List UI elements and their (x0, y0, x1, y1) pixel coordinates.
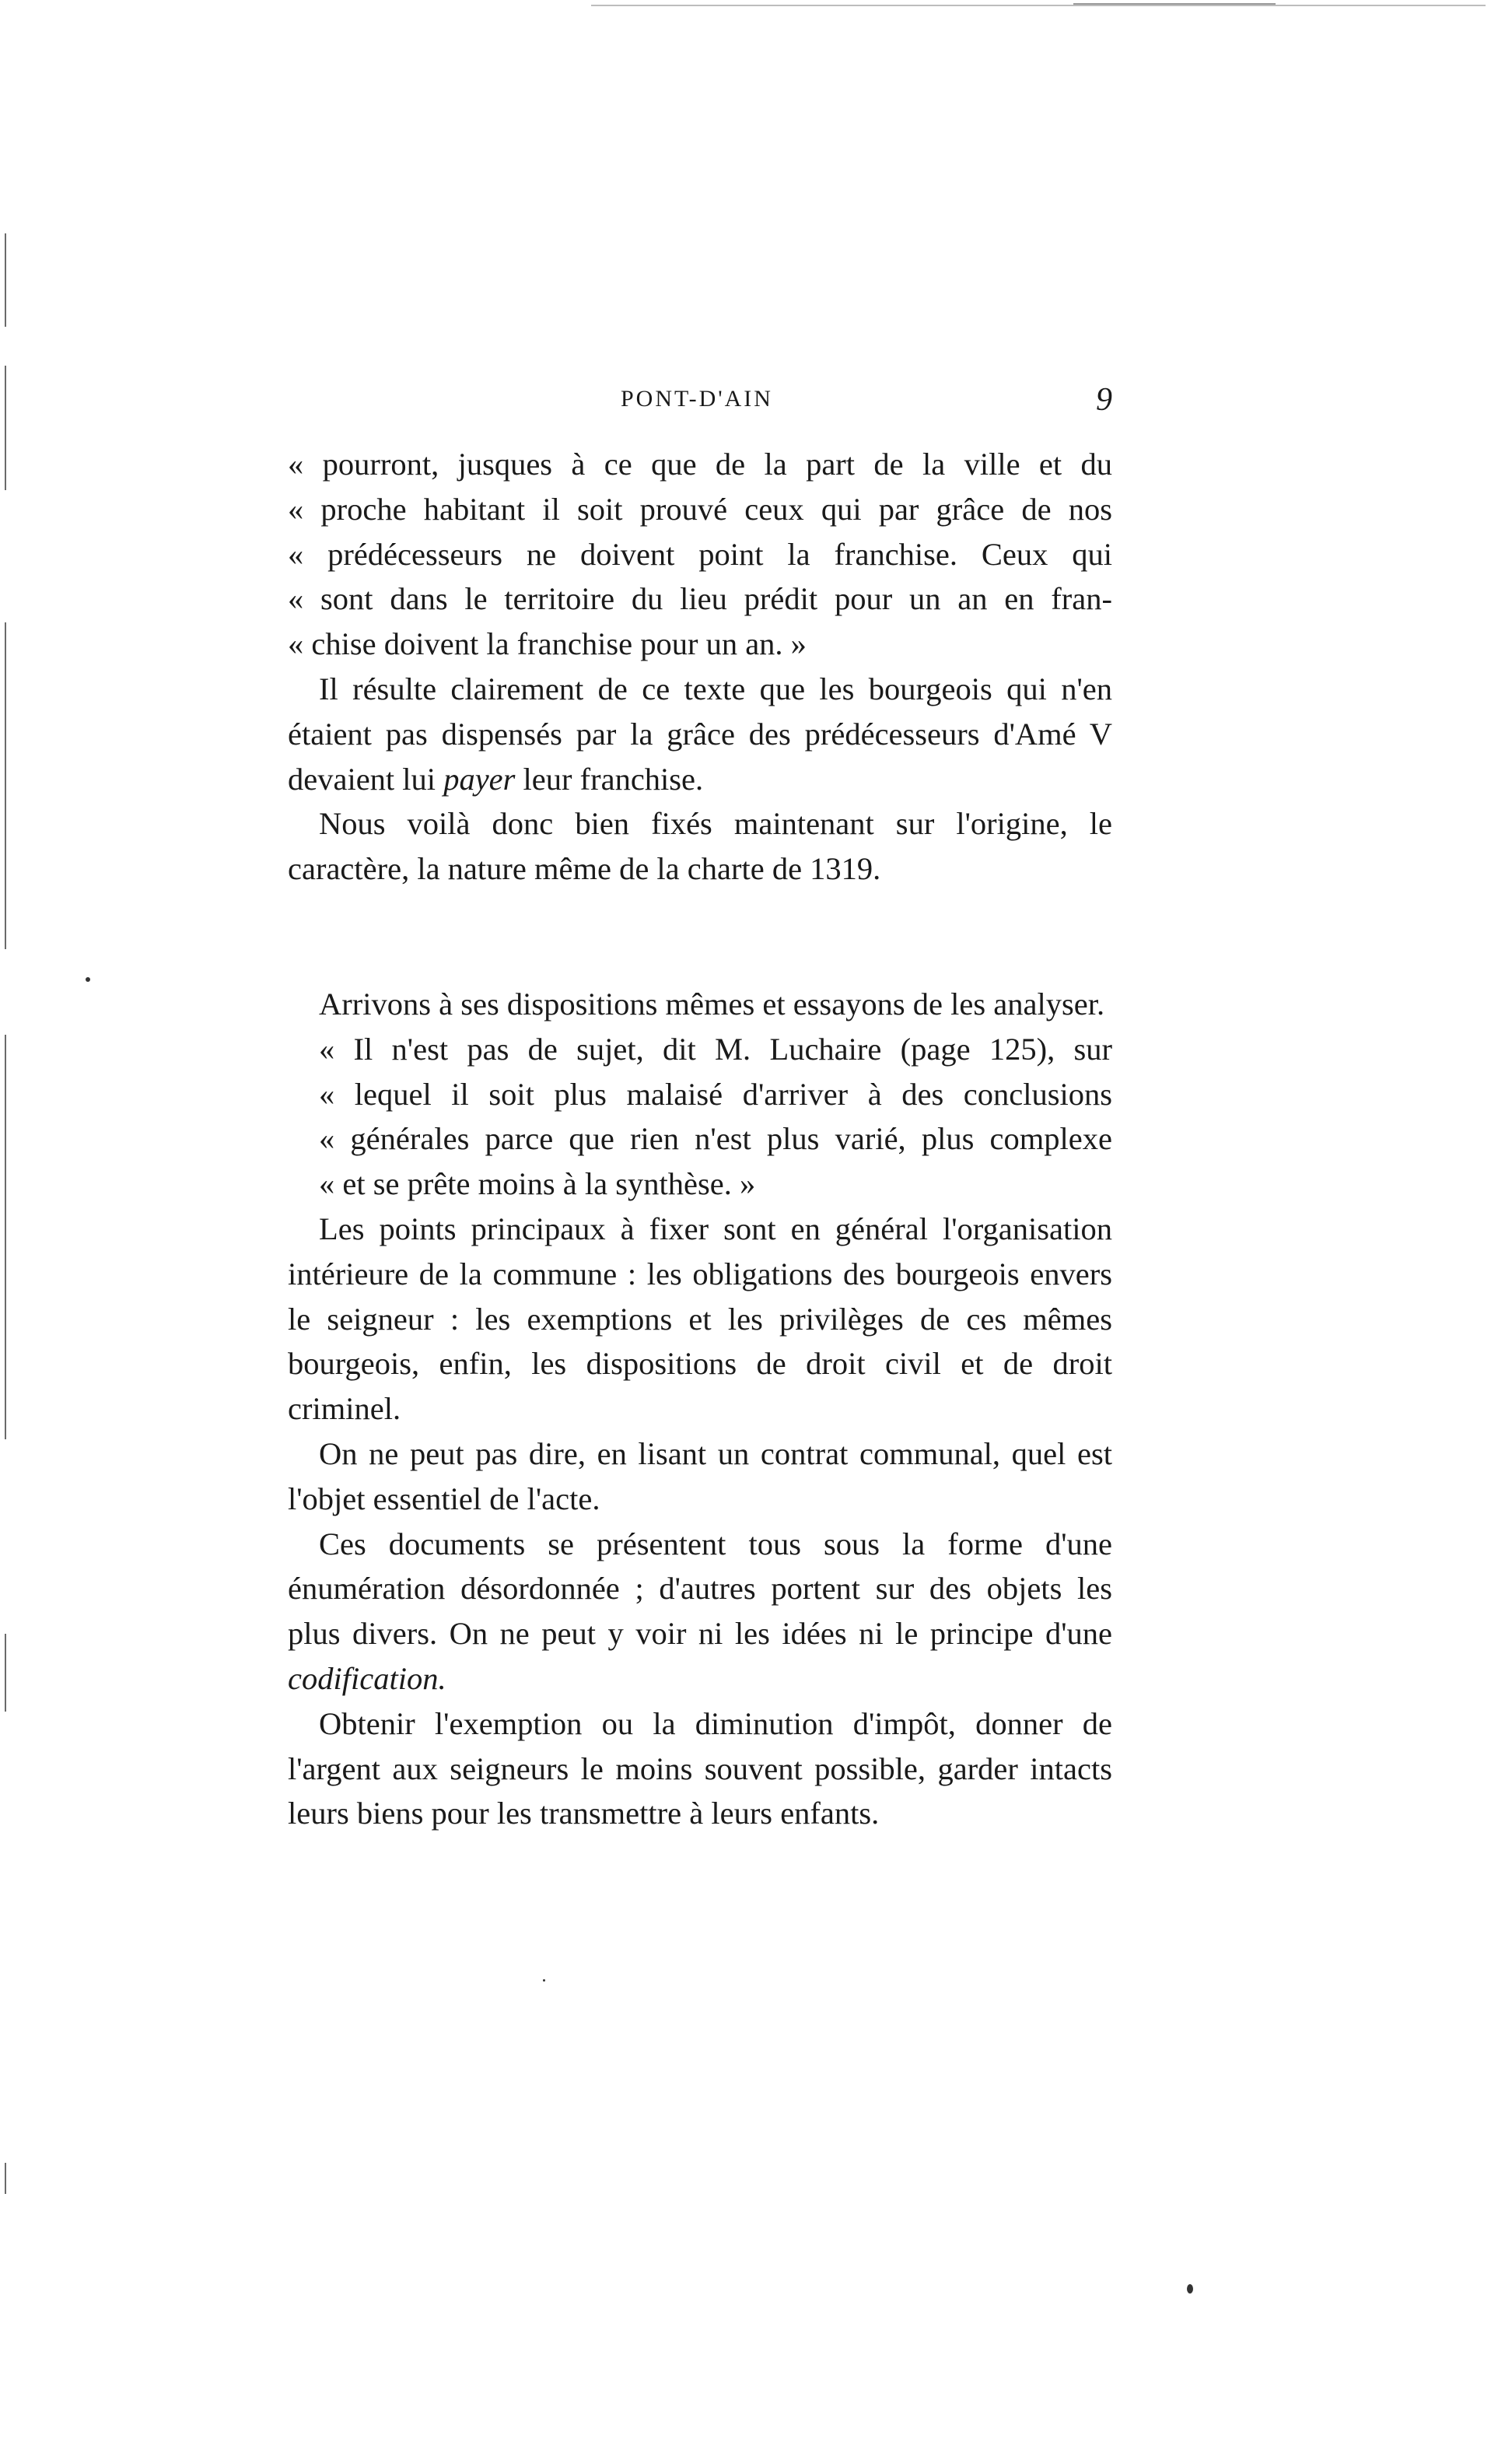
quote-line: « lequel il soit plus malaisé d'arriver à des conclusions (319, 1076, 1112, 1112)
quote-block-luchaire (288, 1027, 1112, 1207)
paragraph: Ces documents se présentent tous sous la forme d'une énumération désordonnée ; d'autres portent sur des objets les plus divers. On ne peut y voir ni les idées ni le principe d'une codification. (288, 1526, 1112, 1696)
scan-edge-mark (5, 1035, 6, 1439)
quote-line: « pourront, jusques à ce que de la part de la ville et du (288, 447, 1112, 482)
quote-line: « prédécesseurs ne doivent point la franchise. Ceux qui (288, 536, 1112, 572)
scan-edge-mark (5, 2163, 6, 2194)
quote-line: « proche habitant il soit prouvé ceux qui par grâce de nos (288, 491, 1112, 527)
page-number: 9 (1096, 382, 1112, 418)
paragraph: Obtenir l'exemption ou la diminution d'impôt, donner de l'argent aux seigneurs le moins souvent possible, garder intacts leurs biens pour les transmettre à leurs enfants. (288, 1705, 1112, 1831)
scan-speck (86, 977, 90, 982)
page-body (288, 442, 1112, 1836)
scan-edge-mark (5, 366, 6, 490)
paragraph: Les points principaux à fixer sont en général l'organisation intérieure de la commune : les obligations des bourgeois envers le seigneur : les exemptions et les privilèges de ces mêmes bourgeois, enfin, les dispositions de droit civil et de droit criminel. (288, 1211, 1112, 1427)
quote-line: « chise doivent la franchise pour un an. » (288, 626, 807, 662)
running-title: PONT-D'AIN (621, 386, 773, 412)
paragraph: Nous voilà donc bien fixés maintenant sur l'origine, le caractère, la nature même de la charte de 1319. (288, 806, 1112, 887)
page-header (288, 382, 1112, 425)
scan-edge-mark (5, 233, 6, 327)
scan-speck (1187, 2284, 1193, 2294)
scan-edge-mark (5, 622, 6, 949)
paragraph: On ne peut pas dire, en lisant un contrat communal, quel est l'objet essentiel de l'acte. (288, 1435, 1112, 1516)
emphasis: codification. (288, 1660, 446, 1696)
quote-line: « Il n'est pas de sujet, dit M. Luchaire (page 125), sur (319, 1031, 1112, 1067)
paragraph: Arrivons à ses dispositions mêmes et essayons de les analyser. (319, 986, 1105, 1022)
emphasis: payer (443, 761, 516, 797)
quote-block-charter (288, 442, 1112, 667)
scan-edge-mark (5, 1634, 6, 1712)
scan-artifact-line (591, 5, 1486, 6)
scan-artifact-line (1073, 3, 1276, 5)
paragraph: Il résulte clairement de ce texte que les bourgeois qui n'en étaient pas dispensés par la grâce des prédécesseurs d'Amé V devaient lui payer leur franchise. (288, 671, 1112, 797)
quote-line: « et se prête moins à la synthèse. » (319, 1166, 756, 1202)
section-break (288, 892, 1112, 982)
quote-line: « générales parce que rien n'est plus varié, plus complexe (319, 1121, 1112, 1157)
quote-line: « sont dans le territoire du lieu prédit pour un an en fran- (288, 581, 1112, 617)
scan-speck (543, 1979, 545, 1982)
